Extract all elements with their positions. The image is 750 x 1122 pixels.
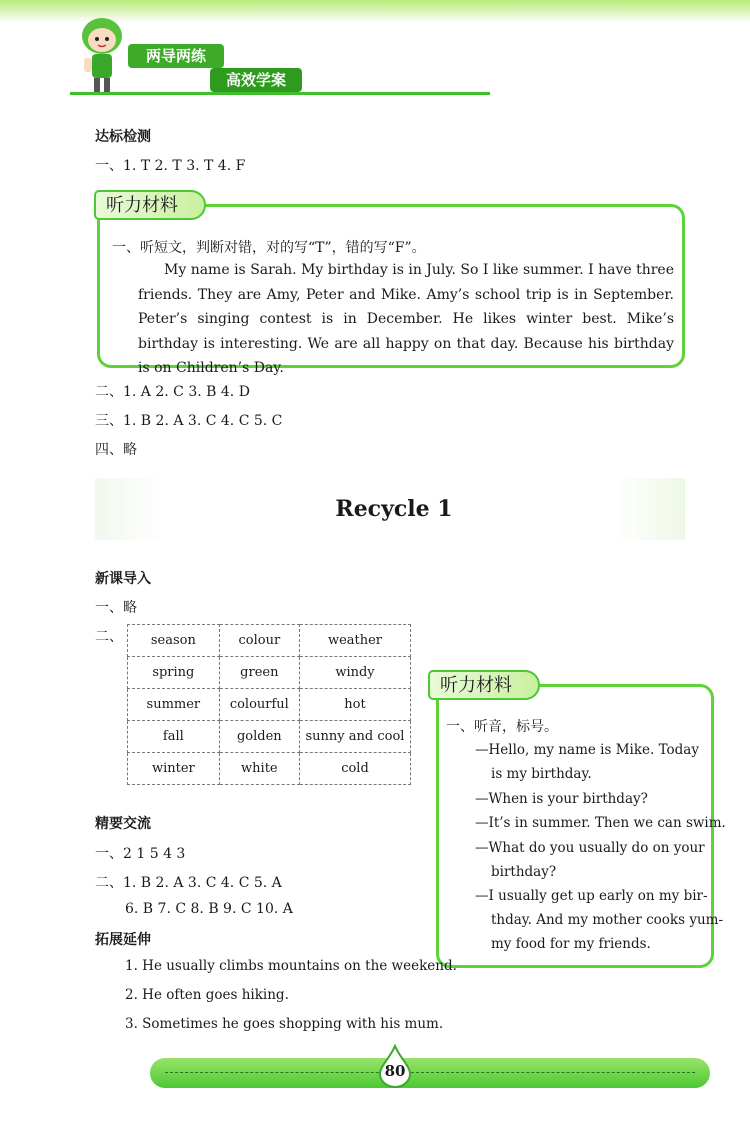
answer-line-prefix: 二、 bbox=[95, 629, 123, 645]
answer-line: 一、1. T 2. T 3. T 4. F bbox=[95, 158, 246, 174]
mascot-icon bbox=[72, 14, 132, 96]
footer-dash bbox=[165, 1072, 695, 1073]
page-title: Recycle 1 bbox=[335, 496, 453, 522]
answer-line: 6. B 7. C 8. B 9. C 10. A bbox=[125, 901, 293, 917]
list-item: 1. He usually climbs mountains on the weekend. bbox=[125, 958, 457, 974]
section-heading-dabiao: 达标检测 bbox=[95, 129, 151, 145]
table-row bbox=[128, 689, 411, 721]
table-cell: summer bbox=[128, 689, 220, 721]
page-number: 80 bbox=[384, 1062, 406, 1080]
answer-line: 三、1. B 2. A 3. C 4. C 5. C bbox=[95, 413, 283, 429]
table-cell: white bbox=[219, 753, 299, 785]
table-row bbox=[128, 721, 411, 753]
table-cell: weather bbox=[299, 625, 410, 657]
answer-line: 一、略 bbox=[95, 600, 137, 616]
list-item: 2. He often goes hiking. bbox=[125, 987, 289, 1003]
listening-tag-1: 听力材料 bbox=[94, 190, 206, 220]
table-cell: golden bbox=[219, 721, 299, 753]
section-heading-tuozhan: 拓展延伸 bbox=[95, 932, 151, 948]
dialogue-line: —It’s in summer. Then we can swim. bbox=[475, 815, 726, 831]
listening-instruction-1: 一、听短文，判断对错，对的写“T”，错的写“F”。 bbox=[112, 240, 426, 256]
table-cell: colourful bbox=[219, 689, 299, 721]
table-row bbox=[128, 657, 411, 689]
answer-line: 四、略 bbox=[95, 442, 137, 458]
table-cell: season bbox=[128, 625, 220, 657]
table-row bbox=[128, 753, 411, 785]
dialogue-line: —Hello, my name is Mike. Today bbox=[475, 742, 699, 758]
table-cell: sunny and cool bbox=[299, 721, 410, 753]
dialogue-line: —I usually get up early on my bir- bbox=[475, 888, 708, 904]
listening-paragraph-1: My name is Sarah. My birthday is in July. So I like summer. I have three friends. They are Amy, Peter and Mike. Amy’s school trip is in September. Peter’s singing contest is in December. He likes winter best. Mike’s birthday is interesting. We are all happy on that day. Because his birthday is on Children’s Day. bbox=[138, 262, 674, 376]
header-banner-top: 两导两练 bbox=[128, 44, 224, 68]
table-cell: winter bbox=[128, 753, 220, 785]
dialogue-line: my food for my friends. bbox=[491, 936, 651, 952]
answer-line: 二、1. B 2. A 3. C 4. C 5. A bbox=[95, 875, 282, 891]
listening-tag-2: 听力材料 bbox=[428, 670, 540, 700]
answer-line: 一、2 1 5 4 3 bbox=[95, 846, 186, 862]
list-item: 3. Sometimes he goes shopping with his mum. bbox=[125, 1016, 444, 1032]
table-row bbox=[128, 625, 411, 657]
table-cell: fall bbox=[128, 721, 220, 753]
header-banner-bottom: 高效学案 bbox=[210, 68, 302, 92]
section-heading-xinke: 新课导入 bbox=[95, 571, 151, 587]
dialogue-line: thday. And my mother cooks yum- bbox=[491, 912, 724, 928]
answer-line: 二、1. A 2. C 3. B 4. D bbox=[95, 384, 250, 400]
table-cell: hot bbox=[299, 689, 410, 721]
listening-instruction-2: 一、听音，标号。 bbox=[446, 719, 558, 735]
dialogue-line: birthday? bbox=[491, 864, 557, 880]
dialogue-line: is my birthday. bbox=[491, 766, 592, 782]
section-heading-jingyao: 精要交流 bbox=[95, 816, 151, 832]
table-cell: green bbox=[219, 657, 299, 689]
table-cell: spring bbox=[128, 657, 220, 689]
footer-bar bbox=[150, 1058, 710, 1088]
table-cell: cold bbox=[299, 753, 410, 785]
vocab-table bbox=[127, 624, 411, 785]
table-cell: windy bbox=[299, 657, 410, 689]
dialogue-line: —When is your birthday? bbox=[475, 791, 648, 807]
header-rule bbox=[70, 92, 490, 95]
table-cell: colour bbox=[219, 625, 299, 657]
dialogue-line: —What do you usually do on your bbox=[475, 840, 705, 856]
